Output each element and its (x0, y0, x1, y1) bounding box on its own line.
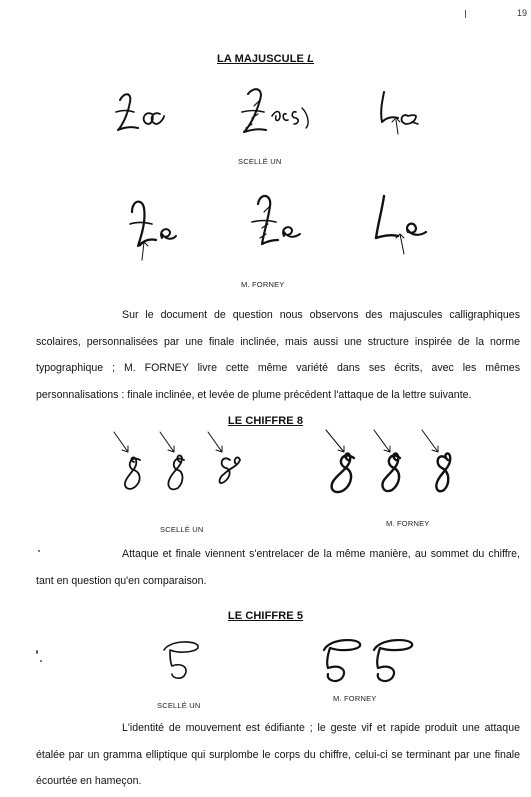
caption-m-forney-majuscule: M. FORNEY (241, 280, 285, 289)
paragraph-chiffre-5 (36, 715, 520, 795)
page-number: 19 (516, 8, 527, 18)
handwriting-sample-forney-l-3 (370, 188, 436, 260)
handwriting-sample-forney-l-2 (248, 188, 308, 260)
handwriting-sample-scelle-l-3 (372, 86, 432, 138)
scan-speck (465, 10, 466, 18)
paragraph-chiffre-8-text: Attaque et finale viennent s'entrelacer de la même manière, au sommet du chiffre, tant en question qu'en comparaison. (36, 548, 520, 587)
heading-majuscule-letter: L (307, 53, 314, 65)
paragraph-chiffre-8 (36, 541, 520, 594)
heading-chiffre-8: LE CHIFFRE 8 (227, 415, 304, 427)
heading-majuscule-l (0, 53, 531, 65)
heading-chiffre-5: LE CHIFFRE 5 (227, 610, 304, 622)
paragraph-majuscule (36, 302, 520, 408)
caption-m-forney-chiffre-8: M. FORNEY (386, 519, 430, 528)
caption-m-forney-chiffre-5: M. FORNEY (333, 694, 377, 703)
handwriting-sample-forney-8 (318, 428, 468, 504)
handwriting-sample-scelle-5 (160, 636, 204, 684)
caption-scelle-un-chiffre-8: SCELLÉ UN (160, 525, 204, 534)
handwriting-sample-forney-5 (318, 634, 418, 690)
caption-scelle-un-majuscule: SCELLÉ UN (238, 157, 282, 166)
scan-speck (36, 650, 38, 654)
caption-scelle-un-chiffre-5: SCELLÉ UN (157, 701, 201, 710)
paragraph-majuscule-text: Sur le document de question nous observons des majuscules calligraphiques scolaires, personnalisées par une finale inclinée, mais aussi une structure inspirée de la norme typographique ; M. FORNEY livre cette même variété dans ses écrits, avec les mêmes personnalisations : finale inclinée, et levée de plume précédent l'attaque de la lettre suivante. (36, 309, 520, 401)
handwriting-sample-scelle-l-2 (236, 84, 316, 140)
handwriting-sample-scelle-l-1 (112, 88, 182, 138)
handwriting-sample-forney-l-1 (126, 190, 186, 262)
scan-speck (40, 660, 42, 662)
handwriting-sample-scelle-8 (112, 430, 252, 502)
paragraph-chiffre-5-text: L'identité de mouvement est édifiante ; le geste vif et rapide produit une attaque étalée par un gramma elliptique qui surplombe le corps du chiffre, celui-ci se terminant par une finale écourtée en hameçon. (36, 722, 520, 787)
heading-majuscule-text: LA MAJUSCULE (217, 53, 304, 65)
